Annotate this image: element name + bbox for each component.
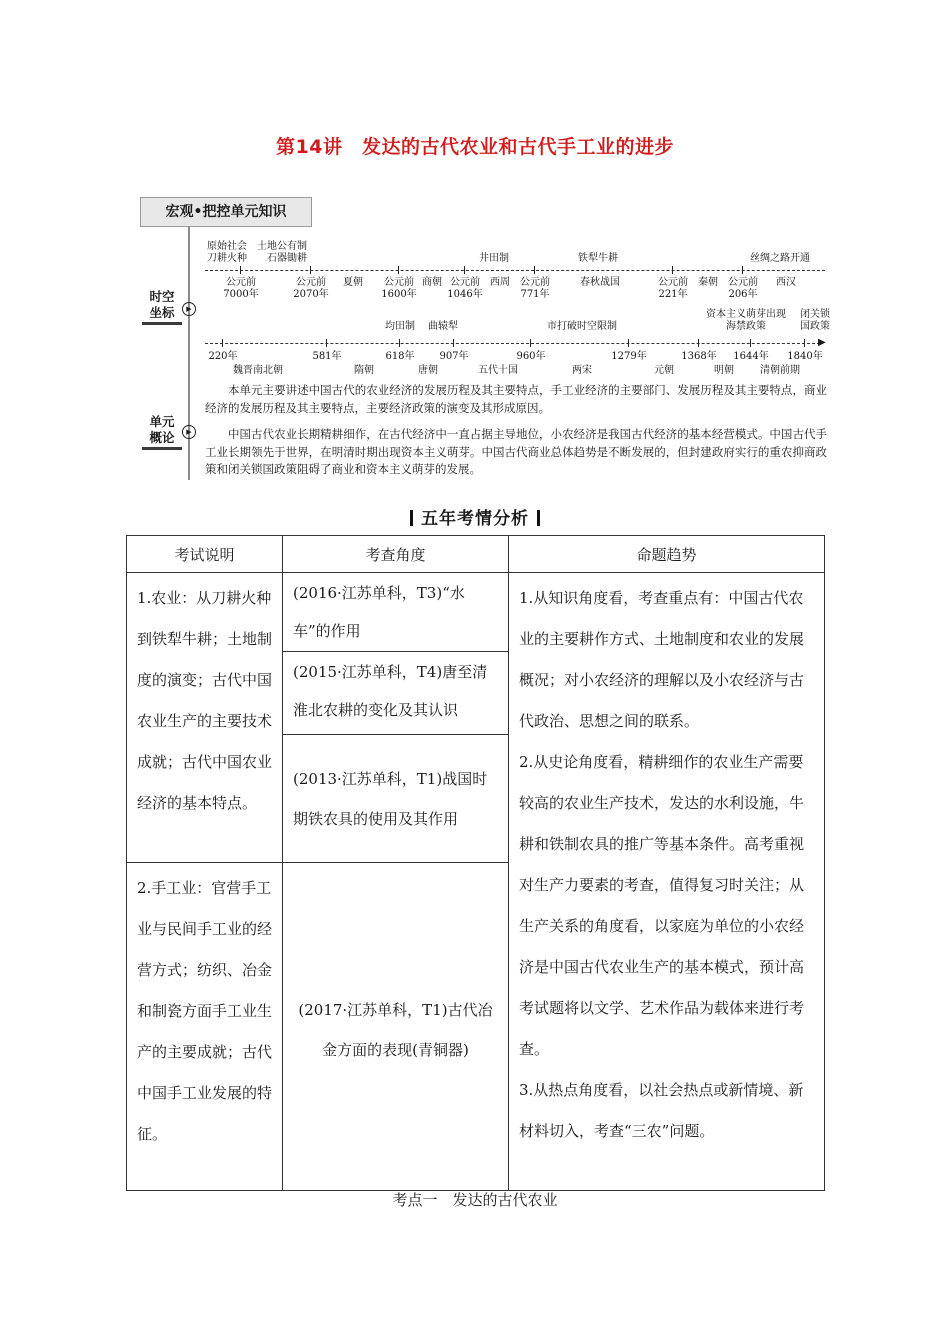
timeline-event: 土地公有制 石器锄耕 [257, 241, 307, 264]
exam-desc-handicraft: 2.手工业：官营手工业与民间手工业的经营方式；纺织、冶金和制瓷方面手工业生产的主要成就；古代中国手工业发展的特征。 [137, 879, 273, 1143]
overview-label-line2: 概论 [149, 430, 175, 445]
trend-item: 1.从知识角度看，考查重点有：中国古代农业的主要耕作方式、土地制度和农业的发展概况；对小农经济的理解以及小农经济与古代政治、思想之间的联系。 [519, 589, 805, 730]
timeline-date: 公元前 221年 [658, 277, 688, 300]
timeline-tick [240, 266, 241, 274]
angle-item: (2013·江苏单科，T1)战国时期铁农具的使用及其作用 [293, 769, 488, 828]
play-icon: ▶ [182, 425, 196, 439]
title-bar-right [537, 510, 540, 526]
timeline-tick [628, 339, 629, 347]
timeline-tick [750, 339, 751, 347]
timeline-event: 丝绸之路开通 [750, 253, 810, 264]
timeline-period: 隋朝 [354, 365, 374, 376]
timeline-date: 公元前 1046年 [447, 277, 483, 300]
timeline-event: 资本主义萌芽出现 海禁政策 [706, 309, 786, 332]
timeline-date: 1279年 [611, 351, 647, 362]
timeline-period: 春秋战国 [580, 277, 620, 288]
overview-label-line1: 单元 [149, 414, 175, 429]
table-cell [127, 863, 283, 1191]
timeline-event: 市打破时空限制 [547, 321, 617, 332]
table-header: 命题趋势 [509, 536, 825, 573]
side-divider [188, 226, 190, 480]
timeline-tick [310, 266, 311, 274]
timeline-tick [742, 266, 743, 274]
timeline-event: 曲辕犁 [428, 321, 458, 332]
timeline-tick [399, 339, 400, 347]
angle-item: (2016·江苏单科，T3)“水车”的作用 [293, 584, 465, 640]
timeline-side-label [142, 289, 182, 325]
timeline-period: 明朝 [714, 365, 734, 376]
timeline-label-line1: 时空 [149, 289, 175, 304]
page-title: 第14讲 发达的古代农业和古代手工业的进步 [276, 136, 674, 158]
timeline-date: 581年 [312, 351, 342, 362]
timeline-period: 秦朝 [698, 277, 718, 288]
timeline-period: 夏朝 [343, 277, 363, 288]
trend-item: 3.从热点角度看，以社会热点或新情境、新材料切入，考查“三农”问题。 [519, 1081, 804, 1140]
table-row [127, 573, 825, 652]
overview-paragraph: 本单元主要讲述中国古代的农业经济的发展历程及其主要特点，手工业经济的主要部门、发展历程及其主要特点，商业经济的发展历程及其主要特点，主要经济政策的演变及其形成原因。 [205, 383, 827, 415]
timeline-top-axis [205, 270, 825, 271]
timeline-period: 五代十国 [478, 365, 518, 376]
timeline-tick [530, 339, 531, 347]
overview-paragraph: 中国古代农业长期精耕细作，在古代经济中一直占据主导地位，小农经济是我国古代经济的基本经营模式。中国古代手工业长期领先于世界，在明清时期出现资本主义萌芽。中国古代商业总体趋势是不断发展的，但封建政府实行的重农抑商政策和闭关锁国政策阻碍了商业和资本主义萌芽的发展。 [205, 427, 827, 476]
timeline-event: 闭关锁 国政策 [800, 309, 830, 332]
section-heading: 考点一 发达的古代农业 [392, 1191, 558, 1209]
section-banner: 宏观•把控单元知识 [140, 197, 312, 227]
timeline-tick [398, 266, 399, 274]
timeline-date: 公元前 2070年 [293, 277, 329, 300]
timeline-event: 原始社会 刀耕火种 [207, 241, 247, 264]
timeline-tick [464, 266, 465, 274]
table-cell [283, 573, 509, 652]
angle-item: (2015·江苏单科，T4)唐至清淮北农耕的变化及其认识 [293, 663, 488, 719]
table-header: 考查角度 [283, 536, 509, 573]
analysis-table [126, 535, 825, 1191]
timeline-tick [804, 339, 805, 347]
analysis-title-text: 五年考情分析 [421, 509, 529, 529]
timeline-period: 商朝 [422, 277, 442, 288]
table-cell [283, 735, 509, 863]
table-cell [509, 573, 825, 1191]
timeline-date: 960年 [516, 351, 546, 362]
timeline-period: 魏晋南北朝 [233, 365, 283, 376]
timeline-tick [534, 266, 535, 274]
timeline-tick [222, 339, 223, 347]
arrow-right-icon: ▶ [818, 337, 826, 348]
analysis-title [0, 504, 950, 529]
timeline-tick [326, 339, 327, 347]
angle-item: (2017·江苏单科，T1)古代冶金方面的表现(青铜器) [298, 1000, 493, 1059]
timeline-date: 公元前 771年 [520, 277, 550, 300]
trend-item: 2.从史论角度看，精耕细作的农业生产需要较高的农业生产技术，发达的水利设施，牛耕和铁制农具的推广等基本条件。高考重视对生产力要素的考查，值得复习时关注；从生产关系的角度看，以家庭为单位的小农经济是中国古代农业生产的基本模式，预计高考试题将以文学、艺术作品为载体来进行考查。 [519, 753, 805, 1058]
timeline-date: 公元前 1600年 [381, 277, 417, 300]
table-header-row [127, 536, 825, 573]
table-header: 考试说明 [127, 536, 283, 573]
table-cell [283, 863, 509, 1191]
timeline-event: 井田制 [479, 253, 509, 264]
timeline-date: 1840年 [787, 351, 823, 362]
timeline-bottom-axis [205, 343, 820, 344]
timeline-period: 清朝前期 [760, 365, 800, 376]
timeline-period: 西周 [490, 277, 510, 288]
timeline-tick [698, 339, 699, 347]
timeline-period: 元朝 [654, 365, 674, 376]
table-cell [127, 573, 283, 863]
timeline-date: 1644年 [733, 351, 769, 362]
timeline-period: 西汉 [776, 277, 796, 288]
timeline-period: 两宋 [572, 365, 592, 376]
timeline-date: 公元前 206年 [728, 277, 758, 300]
overview-side-label [142, 414, 182, 450]
exam-desc-agriculture: 1.农业：从刀耕火种到铁犁牛耕；土地制度的演变；古代中国农业生产的主要技术成就；古代中国农业经济的基本特点。 [137, 589, 273, 812]
timeline-date: 618年 [385, 351, 415, 362]
timeline-date: 907年 [439, 351, 469, 362]
timeline-date: 220年 [208, 351, 238, 362]
timeline-tick [672, 266, 673, 274]
timeline-tick [453, 339, 454, 347]
timeline-period: 唐朝 [418, 365, 438, 376]
timeline-label-line2: 坐标 [149, 305, 175, 320]
play-icon: ▶ [182, 302, 196, 316]
timeline-event: 铁犁牛耕 [578, 253, 618, 264]
timeline-date: 1368年 [681, 351, 717, 362]
table-cell [283, 652, 509, 735]
timeline-date: 公元前 7000年 [223, 277, 259, 300]
timeline-event: 均田制 [385, 321, 415, 332]
title-bar-left [410, 510, 413, 526]
